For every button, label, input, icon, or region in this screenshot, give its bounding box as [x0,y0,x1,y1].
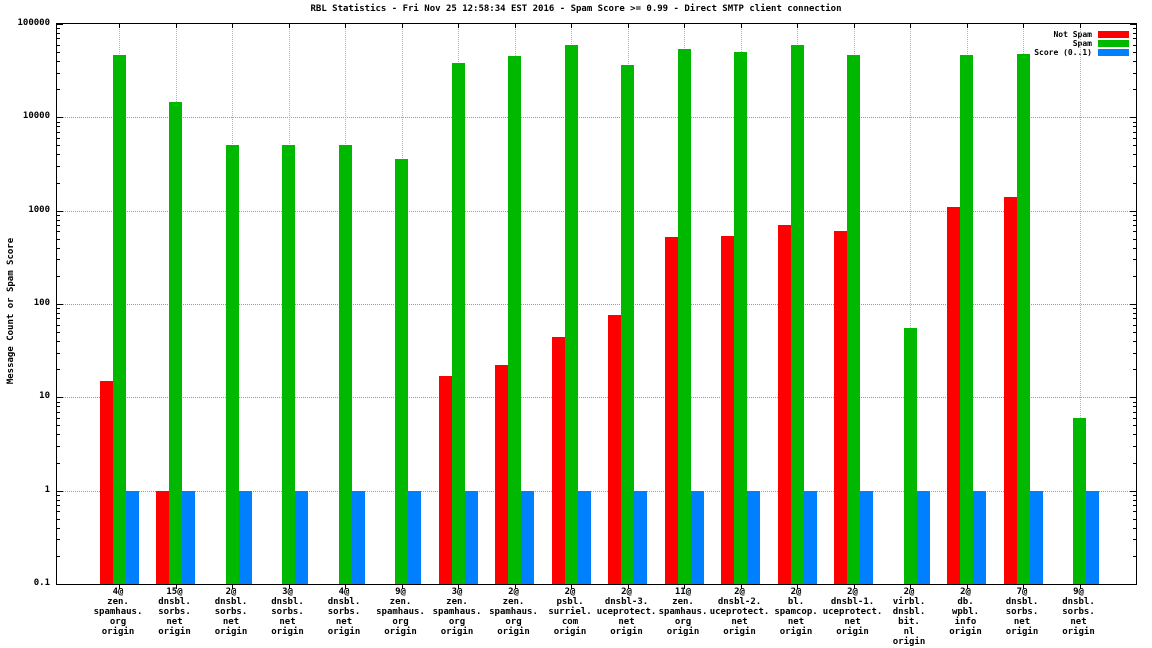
x-group-label-line: origin [723,627,756,637]
y-minor-tick-left [57,145,60,146]
bar-score [917,491,930,584]
x-group-label-line: net [731,617,748,627]
y-minor-tick-left [57,412,60,413]
y-minor-tick-left [57,61,60,62]
x-group-label-line: 2@ [621,587,632,597]
bar-spam [621,65,634,584]
bar-spam [113,55,126,584]
x-group-label-line: spamhaus. [432,607,482,617]
x-group-label-line: spamcop. [774,607,818,617]
y-minor-tick-right [1133,519,1136,520]
y-minor-tick-right [1133,89,1136,90]
y-minor-tick-left [57,313,60,314]
y-minor-tick-right [1133,308,1136,309]
y-minor-tick-left [57,132,60,133]
bar-not-spam [834,231,847,584]
bar-spam [169,102,182,584]
bar-spam [1017,54,1030,584]
x-group-label-line: org [109,617,127,627]
y-tick-label: 1000 [28,204,50,215]
x-group-label-line: origin [836,627,869,637]
y-tick-label: 10 [39,391,50,402]
y-minor-tick-right [1133,132,1136,133]
x-tick-top [119,24,120,28]
x-group-label-line: 11@ [674,587,692,597]
bar-spam [339,145,352,584]
x-group-label-line: info [954,617,977,627]
bar-spam [847,55,860,584]
x-group-label-line: sorbs. [214,607,248,617]
x-group-label-line: bl. [787,597,805,607]
x-tick-top [797,24,798,28]
x-group-label-line: origin [779,627,813,637]
y-minor-tick-right [1133,145,1136,146]
x-group-label-line: dnsbl. [327,597,361,607]
x-group-label-line: origin [666,627,700,637]
bar-not-spam [778,225,791,584]
y-minor-tick-right [1133,418,1136,419]
x-group-label-line: uceprotect. [596,607,657,617]
x-group-label-line: zen. [389,597,412,607]
y-minor-tick-left [57,369,60,370]
y-minor-tick-right [1133,446,1136,447]
y-minor-tick-left [57,495,60,496]
legend-row [1034,39,1129,48]
x-group-label-line: origin [327,627,361,637]
x-group-label-line: zen. [107,597,129,607]
legend-row [1034,30,1129,39]
bar-spam [904,328,917,584]
y-minor-tick-right [1133,231,1136,232]
x-group-label-line: sorbs. [1062,607,1095,617]
y-minor-tick-right [1133,61,1136,62]
y-minor-tick-left [57,183,60,184]
x-group-label-line: org [505,617,522,627]
x-group-label-line: zen. [446,597,468,607]
y-minor-tick-left [57,463,60,464]
bar-not-spam [1004,197,1017,584]
bar-spam [678,49,691,584]
x-group-label-line: origin [384,627,417,637]
bar-spam [565,45,578,584]
x-group-label-line: 4@ [338,587,350,597]
x-group-label-line: sorbs. [1005,607,1039,617]
y-tick-label: 100 [33,298,50,308]
x-group-label-line: 2@ [903,587,915,597]
y-minor-tick-right [1133,369,1136,370]
x-group-label-line: net [279,617,296,627]
y-minor-tick-left [57,73,60,74]
y-minor-tick-right [1133,166,1136,167]
x-group-label-line: bit. [898,617,920,627]
x-tick-top [345,24,346,28]
y-minor-tick-left [57,45,60,46]
y-gridline [57,117,1136,118]
x-tick-top [854,24,855,28]
x-group-label-line: 2@ [508,587,519,597]
x-group-label-line: origin [214,627,248,637]
y-minor-tick-left [57,166,60,167]
y-minor-tick-right [1133,45,1136,46]
x-group-label-line: 7@ [1016,587,1028,597]
y-minor-tick-right [1133,215,1136,216]
y-minor-tick-right [1133,259,1136,260]
y-minor-tick-left [57,231,60,232]
bar-score [239,491,252,584]
x-group-label-line: origin [610,627,643,637]
bar-score [352,491,365,584]
x-group-label-line: com [561,617,579,627]
x-group-label-line: spamhaus. [489,607,538,617]
x-tick-top [571,24,572,28]
y-minor-tick-left [57,500,60,501]
x-group-label-line: net [618,617,635,627]
y-minor-tick-right [1133,325,1136,326]
x-group-label-line: dnsbl. [1062,597,1095,607]
y-minor-tick-right [1133,500,1136,501]
y-major-tick-left [57,24,63,25]
y-minor-tick-left [57,138,60,139]
x-group-label-line: origin [440,627,474,637]
y-minor-tick-left [57,308,60,309]
y-minor-tick-right [1133,505,1136,506]
y-minor-tick-left [57,505,60,506]
y-major-tick-left [57,491,63,492]
x-group-label-line: origin [892,637,926,647]
x-group-label-line: dnsbl. [214,597,248,607]
y-minor-tick-left [57,225,60,226]
y-minor-tick-left [57,239,60,240]
x-group-label-line: spamhaus. [93,607,143,617]
y-major-tick-left [57,304,63,305]
y-minor-tick-left [57,220,60,221]
y-minor-tick-left [57,402,60,403]
bar-score [1086,491,1099,584]
bar-score [691,491,704,584]
bar-not-spam [665,237,678,584]
x-tick-top [402,24,403,28]
x-tick-top [176,24,177,28]
y-major-tick-left [57,584,63,585]
y-major-tick-right [1130,211,1136,212]
y-gridline [57,304,1136,305]
bar-not-spam [947,207,960,584]
x-group-label-line: dnsbl-3. [604,597,649,607]
bar-spam [1073,418,1086,584]
bar-score [634,491,647,584]
y-minor-tick-right [1133,463,1136,464]
x-group-label-line: 3@ [282,587,293,597]
y-minor-tick-left [57,215,60,216]
bar-score [578,491,591,584]
x-group-label-line: 15@ [166,587,183,597]
y-tick-label: 1 [44,484,50,495]
plot-area [56,23,1137,585]
y-minor-tick-left [57,528,60,529]
x-tick-top [967,24,968,28]
x-group-label-line: surriel. [548,607,592,617]
y-minor-tick-right [1133,73,1136,74]
bar-spam [395,159,408,584]
bar-score [860,491,873,584]
y-minor-tick-right [1133,52,1136,53]
y-minor-tick-left [57,353,60,354]
x-group-label-line: 2@ [790,587,802,597]
x-group-label-line: 2@ [564,587,576,597]
x-group-label-line: net [335,617,353,627]
x-group-label-line: 9@ [395,587,406,597]
legend-label: Not Spam [1053,30,1092,39]
y-minor-tick-left [57,539,60,540]
y-minor-tick-right [1133,220,1136,221]
x-group-label-line: dnsbl. [271,597,304,607]
legend-swatch [1098,40,1129,47]
x-group-label-line: net [166,617,183,627]
x-group-label-line: 2@ [847,587,858,597]
legend-swatch [1098,31,1129,38]
y-major-tick-right [1130,491,1136,492]
y-minor-tick-right [1133,539,1136,540]
x-group-label-line: net [1070,617,1087,627]
x-tick-top [628,24,629,28]
bar-not-spam [608,315,621,584]
bar-score [804,491,817,584]
bar-spam [508,56,521,584]
x-group-label-line: origin [158,627,191,637]
y-minor-tick-left [57,418,60,419]
x-group-label-line: origin [1005,627,1039,637]
bar-score [126,491,139,584]
legend-swatch [1098,49,1129,56]
bar-not-spam [495,365,508,584]
x-group-label-line: sorbs. [271,607,304,617]
y-gridline [57,211,1136,212]
x-group-label [1033,587,1125,637]
bar-spam [960,55,973,584]
x-group-label-line: db. [957,597,974,607]
y-tick-label: 100000 [17,18,50,28]
x-tick-top [1023,24,1024,28]
bar-score [1030,491,1043,584]
legend-row [1034,48,1129,57]
y-major-tick-right [1130,304,1136,305]
y-major-tick-right [1130,584,1136,585]
y-minor-tick-left [57,276,60,277]
x-group-label-line: org [448,617,466,627]
bar-spam [226,145,239,584]
x-tick-top [289,24,290,28]
bar-score [408,491,421,584]
y-minor-tick-left [57,556,60,557]
x-group-label-line: dnsbl-2. [717,597,762,607]
chart-title: RBL Statistics - Fri Nov 25 12:58:34 EST 2016 - Spam Score >= 0.99 - Direct SMTP client connection [310,4,842,14]
y-minor-tick-right [1133,425,1136,426]
y-minor-tick-right [1133,33,1136,34]
x-tick-top [515,24,516,28]
x-group-label-line: 9@ [1073,587,1084,597]
y-minor-tick-right [1133,138,1136,139]
x-group-label-line: uceprotect. [822,607,883,617]
y-minor-tick-right [1133,183,1136,184]
x-group-label-line: sorbs. [327,607,361,617]
bar-not-spam [552,337,565,584]
y-minor-tick-right [1133,38,1136,39]
x-group-label-line: origin [497,627,530,637]
bar-not-spam [721,236,734,584]
y-minor-tick-left [57,341,60,342]
y-major-tick-left [57,117,63,118]
x-group-label-line: nl [903,627,915,637]
y-minor-tick-right [1133,528,1136,529]
y-minor-tick-left [57,406,60,407]
y-minor-tick-right [1133,402,1136,403]
bar-score [973,491,986,584]
bar-spam [734,52,747,584]
y-minor-tick-left [57,425,60,426]
y-major-tick-left [57,397,63,398]
chart-canvas: RBL Statistics - Fri Nov 25 12:58:34 EST 2016 - Spam Score >= 0.99 - Direct SMTP client connection Message Count or Spam Score Not Spam Spam Score (0..1) 100000 10000 1000 100 10 1 0.1 4@ zen. spamhaus. org origin 15@ dnsbl. sorbs. net origin 2@ dnsbl. sorbs. net origin 3@ dnsbl. sorbs. net origin 4@ dnsbl. sorbs. net origin 9@ zen. spamhaus. org origin 3@ zen. spamhaus. org origin 2@ zen. spamhaus. org origin 2@ psbl. surriel. com origin 2@ dnsbl-3. uceprotect. net origin 11@ zen. spamhaus. org origin 2@ dnsbl-2. uceprotect. net origin 2@ bl. spamcop. net origin 2@ dnsbl-1. uceprotect. net origin 2@ virbl. dnsbl. bit. nl origin 2@ db. wpbl. info origin 7@ dnsbl. sorbs. net origin 9@ dnsbl. sorbs. net origin [0,0,1152,648]
y-tick-label: 0.1 [33,578,50,588]
y-minor-tick-right [1133,353,1136,354]
x-group-label-line: org [674,617,692,627]
y-minor-tick-left [57,511,60,512]
x-group-label-line: dnsbl. [158,597,191,607]
bar-spam [452,63,465,584]
x-group-label-line: spamhaus. [376,607,425,617]
y-minor-tick-left [57,248,60,249]
x-group-label-line: 2@ [734,587,745,597]
y-minor-tick-left [57,434,60,435]
x-group-label-line: 3@ [451,587,463,597]
x-tick-top [910,24,911,28]
x-group-label-line: org [392,617,409,627]
bar-not-spam [100,381,113,584]
y-minor-tick-left [57,318,60,319]
y-minor-tick-left [57,89,60,90]
y-minor-tick-left [57,332,60,333]
x-group-label-line: zen. [502,597,525,607]
y-minor-tick-right [1133,434,1136,435]
y-minor-tick-right [1133,126,1136,127]
x-group-label-line: uceprotect. [709,607,770,617]
y-minor-tick-right [1133,556,1136,557]
bar-spam [282,145,295,584]
x-group-label-line: 2@ [960,587,971,597]
y-minor-tick-right [1133,154,1136,155]
x-tick-top [684,24,685,28]
bar-score [182,491,195,584]
legend-label: Score (0..1) [1034,48,1092,57]
y-minor-tick-left [57,259,60,260]
x-group-label-line: virbl. [892,597,926,607]
legend-label: Spam [1072,39,1092,48]
bar-not-spam [439,376,452,584]
y-minor-tick-left [57,52,60,53]
x-group-label-line: spamhaus. [658,607,708,617]
x-group-label-line: 4@ [112,587,124,597]
bar-spam [791,45,804,584]
x-group-label-line: net [787,617,805,627]
y-gridline [57,397,1136,398]
y-minor-tick-right [1133,495,1136,496]
x-group-label-line: net [844,617,861,627]
x-group-label-line: origin [1062,627,1095,637]
x-group-label-line: origin [271,627,304,637]
y-major-tick-right [1130,117,1136,118]
x-group-label-line: wpbl. [951,607,980,617]
bar-score [295,491,308,584]
x-group-label-line: dnsbl. [1005,597,1039,607]
y-minor-tick-left [57,122,60,123]
y-minor-tick-right [1133,511,1136,512]
bar-not-spam [156,491,169,584]
y-minor-tick-right [1133,412,1136,413]
x-group-label-line: dnsbl-1. [830,597,875,607]
x-group-label-line: dnsbl. [892,607,926,617]
y-minor-tick-right [1133,239,1136,240]
y-major-tick-left [57,211,63,212]
y-minor-tick-right [1133,341,1136,342]
x-group-label-line: origin [949,627,982,637]
y-minor-tick-right [1133,332,1136,333]
x-group-label-line: net [222,617,240,627]
x-group-label-line: origin [101,627,135,637]
y-minor-tick-right [1133,225,1136,226]
y-minor-tick-left [57,325,60,326]
bar-score [747,491,760,584]
y-major-tick-right [1130,24,1136,25]
y-minor-tick-left [57,28,60,29]
y-minor-tick-left [57,154,60,155]
y-tick-label: 10000 [22,111,50,122]
x-tick-top [1080,24,1081,28]
bar-score [465,491,478,584]
x-group-label-line: psbl. [556,597,584,607]
y-minor-tick-right [1133,406,1136,407]
x-group-label-line: net [1013,617,1031,627]
y-minor-tick-left [57,446,60,447]
x-group-label-line: sorbs. [158,607,191,617]
x-group-label-line: 2@ [225,587,237,597]
y-minor-tick-right [1133,248,1136,249]
x-group-label-line: zen. [672,597,694,607]
y-minor-tick-right [1133,318,1136,319]
legend [1034,30,1129,57]
y-minor-tick-left [57,33,60,34]
x-tick-top [741,24,742,28]
y-major-tick-right [1130,397,1136,398]
bar-score [521,491,534,584]
y-minor-tick-right [1133,313,1136,314]
x-group-label-line: origin [553,627,587,637]
y-minor-tick-right [1133,28,1136,29]
y-minor-tick-left [57,38,60,39]
x-tick-top [458,24,459,28]
y-minor-tick-right [1133,276,1136,277]
y-minor-tick-left [57,519,60,520]
x-tick-top [232,24,233,28]
y-minor-tick-left [57,126,60,127]
y-minor-tick-right [1133,122,1136,123]
